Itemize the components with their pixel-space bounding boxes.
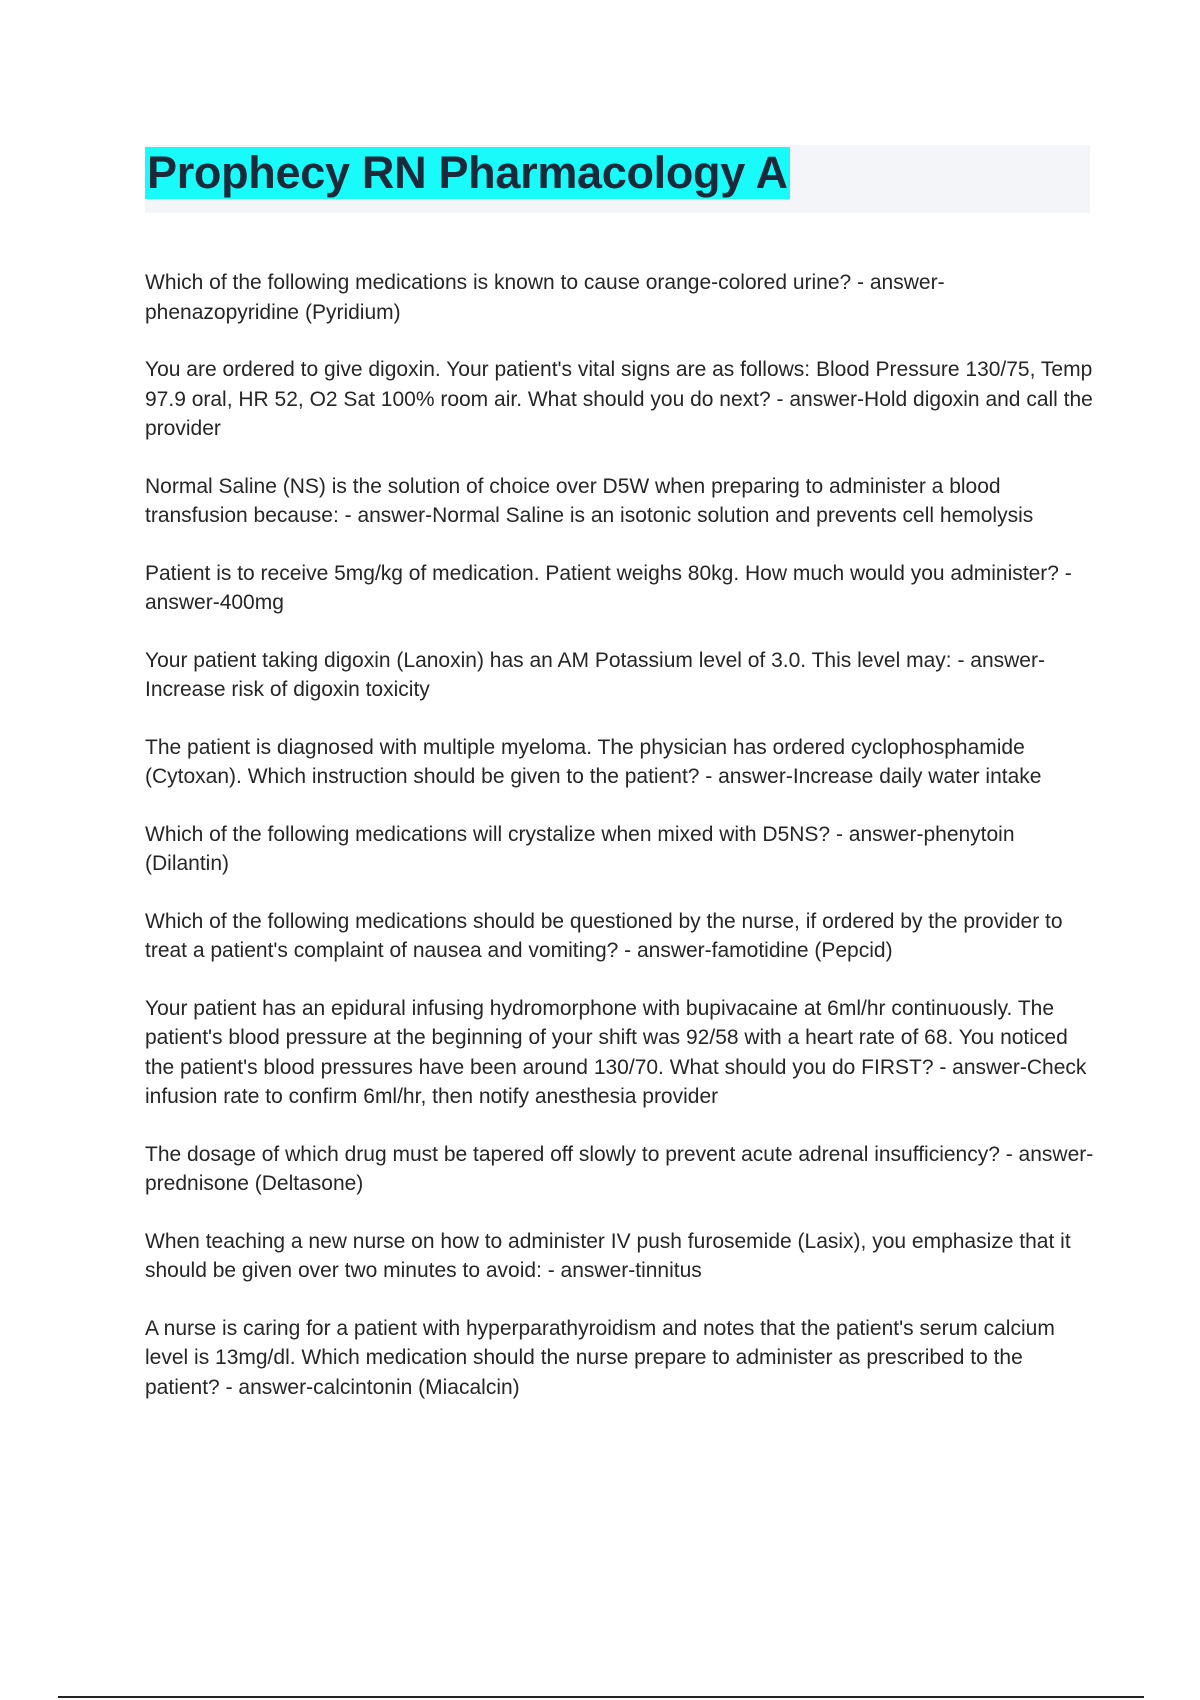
- qa-item-3: Normal Saline (NS) is the solution of choice over D5W when preparing to administer a blood transfusion because: - answer-Normal Saline is an isotonic solution and prevents cell hemolysis: [145, 474, 1034, 527]
- qa-item-7: Which of the following medications will crystalize when mixed with D5NS? - answer-phenytoin (Dilantin): [145, 822, 1015, 875]
- document-title: Prophecy RN Pharmacology A: [147, 147, 788, 198]
- question-answer-list: [145, 268, 1095, 1430]
- qa-item-10: The dosage of which drug must be tapered off slowly to prevent acute adrenal insufficiency? - answer-prednisone (Deltasone): [145, 1142, 1094, 1195]
- qa-item-5: Your patient taking digoxin (Lanoxin) has an AM Potassium level of 3.0. This level may: - answer-Increase risk of digoxin toxicity: [145, 648, 1045, 701]
- qa-item-6: The patient is diagnosed with multiple myeloma. The physician has ordered cyclophosphamide (Cytoxan). Which instruction should be given to the patient? - answer-Increase daily water intake: [145, 735, 1042, 788]
- qa-item-11: When teaching a new nurse on how to administer IV push furosemide (Lasix), you emphasize that it should be given over two minutes to avoid: - answer-tinnitus: [145, 1229, 1071, 1282]
- qa-item-2: You are ordered to give digoxin. Your patient's vital signs are as follows: Blood Pressure 130/75, Temp 97.9 oral, HR 52, O2 Sat 100% room air. What should you do next? - answer-Hold digoxin and call the provider: [145, 358, 1093, 440]
- qa-item-12: A nurse is caring for a patient with hyperparathyroidism and notes that the patient's serum calcium level is 13mg/dl. Which medication should the nurse prepare to administer as prescribed to the patient? - answer-calcintonin (Miacalcin): [145, 1316, 1055, 1399]
- qa-item-4: Patient is to receive 5mg/kg of medication. Patient weighs 80kg. How much would you administer? - answer-400mg: [145, 561, 1072, 614]
- qa-item-9: Your patient has an epidural infusing hydromorphone with bupivacaine at 6ml/hr continuously. The patient's blood pressure at the beginning of your shift was 92/58 with a heart rate of 68. You noticed the patient's blood pressures have been around 130/70. What should you do FIRST? - answer-Check infusion rate to confirm 6ml/hr, then notify anesthesia provider: [145, 996, 1087, 1108]
- qa-item-1: Which of the following medications is known to cause orange-colored urine? - answer-phenazopyridine (Pyridium): [145, 271, 945, 324]
- footer-divider: [58, 1696, 1144, 1698]
- qa-item-8: Which of the following medications should be questioned by the nurse, if ordered by the provider to treat a patient's complaint of nausea and vomiting? - answer-famotidine (Pepcid): [145, 909, 1063, 962]
